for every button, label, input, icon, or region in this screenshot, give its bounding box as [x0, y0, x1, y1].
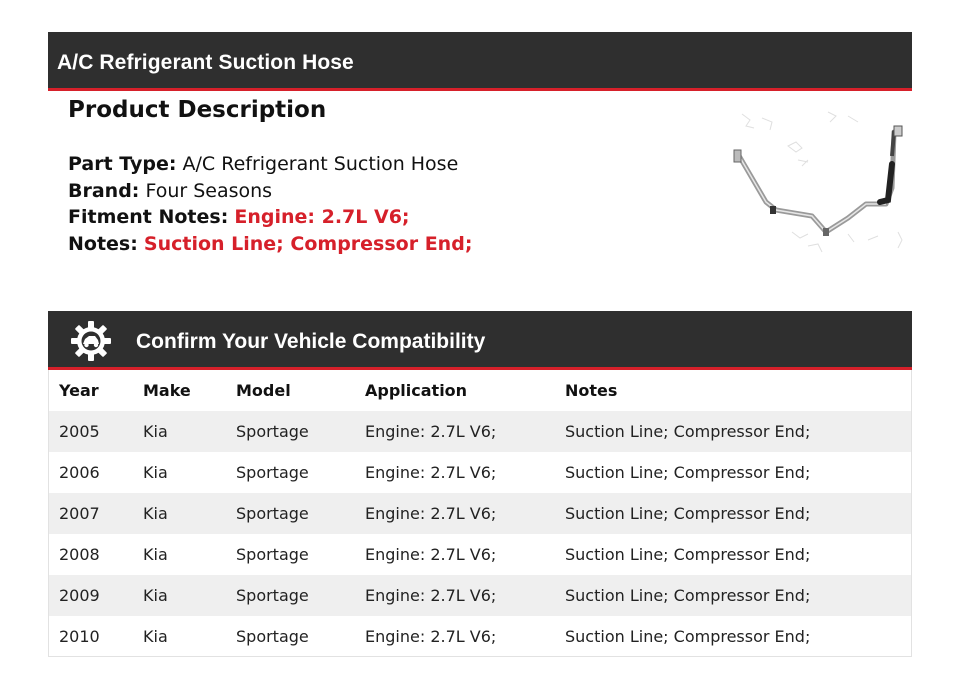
- table-row: [49, 493, 911, 534]
- gear-car-icon: [69, 319, 113, 363]
- brand-line: [68, 178, 472, 205]
- cell-application: Engine: 2.7L V6;: [365, 627, 497, 646]
- table-header-row: [49, 370, 911, 411]
- cell-year: 2007: [49, 493, 133, 534]
- product-description-heading: Product Description: [68, 97, 327, 123]
- cell-year: 2009: [49, 575, 133, 616]
- compatibility-title: Confirm Your Vehicle Compatibility: [136, 330, 486, 353]
- cell-year: 2008: [59, 545, 100, 564]
- table-row: [49, 575, 911, 616]
- cell-model: Sportage: [226, 575, 355, 616]
- cell-model: Sportage: [236, 627, 309, 646]
- fitment-label: Fitment Notes:: [68, 206, 229, 228]
- cell-model: Sportage: [236, 545, 309, 564]
- brand-value: Four Seasons: [145, 179, 273, 202]
- cell-application: Engine: 2.7L V6;: [355, 575, 555, 616]
- compatibility-bar: [48, 311, 912, 370]
- notes-line: [68, 231, 472, 258]
- cell-year: 2006: [59, 463, 100, 482]
- notes-label: Notes:: [68, 232, 138, 255]
- compatibility-table-container: [48, 370, 912, 657]
- fitment-line: [68, 204, 472, 231]
- cell-notes: Suction Line; Compressor End;: [565, 545, 811, 564]
- column-header-application: Application: [365, 381, 468, 400]
- product-title: A/C Refrigerant Suction Hose: [57, 51, 354, 74]
- notes-value: Suction Line; Compressor End;: [143, 232, 473, 255]
- hose-product-image: [728, 104, 910, 260]
- table-row: [49, 452, 911, 493]
- product-title-bar: [48, 32, 912, 91]
- column-header-make: Make: [143, 381, 191, 400]
- cell-make: Kia: [133, 411, 226, 452]
- cell-notes: Suction Line; Compressor End;: [555, 411, 911, 452]
- cell-application: Engine: 2.7L V6;: [365, 463, 497, 482]
- column-header-year: Year: [59, 381, 99, 400]
- cell-make: Kia: [143, 545, 168, 564]
- part-type-value: A/C Refrigerant Suction Hose: [182, 153, 459, 175]
- cell-notes: Suction Line; Compressor End;: [555, 575, 911, 616]
- part-type-line: [68, 151, 472, 178]
- column-header-notes: Notes: [565, 381, 618, 400]
- table-row: [49, 411, 911, 452]
- cell-make: Kia: [133, 493, 226, 534]
- brand-label: Brand:: [68, 179, 140, 202]
- table-row: [49, 534, 911, 575]
- cell-application: Engine: 2.7L V6;: [365, 545, 497, 564]
- cell-notes: Suction Line; Compressor End;: [555, 493, 911, 534]
- cell-model: Sportage: [236, 463, 309, 482]
- fitment-value: Engine: 2.7L V6;: [234, 206, 410, 228]
- compatibility-table: [49, 370, 911, 657]
- cell-notes: Suction Line; Compressor End;: [565, 463, 811, 482]
- table-row: [49, 616, 911, 657]
- cell-make: Kia: [143, 627, 168, 646]
- part-type-label: Part Type:: [68, 153, 177, 175]
- cell-model: Sportage: [226, 493, 355, 534]
- cell-notes: Suction Line; Compressor End;: [565, 627, 811, 646]
- cell-make: Kia: [143, 463, 168, 482]
- product-details: [68, 151, 472, 257]
- cell-application: Engine: 2.7L V6;: [355, 493, 555, 534]
- cell-application: Engine: 2.7L V6;: [355, 411, 555, 452]
- cell-year: 2010: [59, 627, 100, 646]
- cell-make: Kia: [133, 575, 226, 616]
- cell-model: Sportage: [226, 411, 355, 452]
- cell-year: 2005: [49, 411, 133, 452]
- column-header-model: Model: [236, 381, 291, 400]
